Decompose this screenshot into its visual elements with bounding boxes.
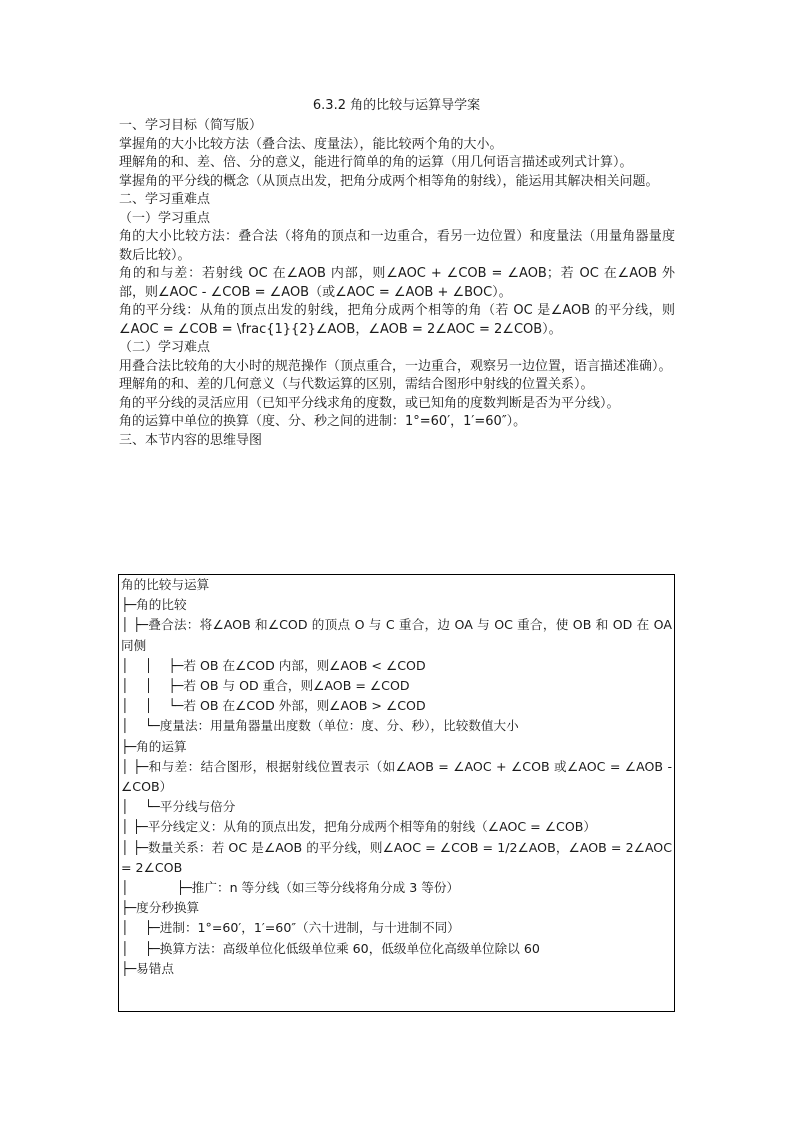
paragraph: （二）学习难点 [119,340,211,355]
paragraph: 掌握角的大小比较方法（叠合法、度量法），能比较两个角的大小。 [119,136,503,152]
mind-map-node: │ ├─推广：n 等分线（如三等分线将角分成 3 等份） [121,880,460,896]
paragraph: 理解角的和、差、倍、分的意义，能进行简单的角的运算（用几何语言描述或列式计算）。 [119,155,633,170]
paragraph: 角的大小比较方法：叠合法（将角的顶点和一边重合，看另一边位置）和度量法（用量角器量度数后比较）。 [119,229,675,263]
mind-map-node: │ └─度量法：用量角器量出度数（单位：度、分、秒），比较数值大小 [121,718,519,734]
paragraph: 二、学习重难点 [119,192,211,207]
document-body [119,117,675,450]
mind-map-node: │ ├─叠合法：将∠AOB 和∠COD 的顶点 O 与 C 重合，边 OA 与 OC 重合，使 OB 和 OD 在 OA 同侧 [121,617,672,653]
mind-map-node: │ ├─进制：1°=60′，1′=60″（六十进制，与十进制不同） [121,920,460,936]
paragraph: 角的和与差：若射线 OC 在∠AOB 内部，则∠AOC + ∠COB = ∠AOB；若 OC 在∠AOB 外部，则∠AOC - ∠COB = ∠AOB（或∠AOC = ∠AOB + ∠BOC）。 [119,266,675,300]
paragraph: 角的平分线：从角的顶点出发的射线，把角分成两个相等的角（若 OC 是∠AOB 的平分线，则∠AOC = ∠COB = \frac{1}{2}∠AOB，∠AOB = 2∠AOC = 2∠COB）。 [119,303,675,337]
paragraph: 三、本节内容的思维导图 [119,432,263,448]
mind-map-node: │ ├─换算方法：高级单位化低级单位乘 60，低级单位化高级单位除以 60 [121,940,540,956]
mind-map-node: 角的比较与运算 [121,577,210,592]
paragraph: 掌握角的平分线的概念（从顶点出发，把角分成两个相等角的射线），能运用其解决相关问题。 [119,173,659,189]
paragraph: 用叠合法比较角的大小时的规范操作（顶点重合，一边重合，观察另一边位置，语言描述准确）。 [119,358,672,374]
mind-map-node: ├─角的运算 [121,738,187,754]
mind-map-node: │ │ ├─若 OB 在∠COD 内部，则∠AOB < ∠COD [121,657,426,673]
paragraph: （一）学习重点 [119,210,211,226]
mind-map-node: ├─易错点 [121,960,174,976]
mind-map-box [118,574,675,1012]
mind-map-node: │ │ └─若 OB 在∠COD 外部，则∠AOB > ∠COD [121,698,426,714]
mind-map-node: ├─角的比较 [121,597,187,613]
mind-map-node: │ │ ├─若 OB 与 OD 重合，则∠AOB = ∠COD [121,678,410,694]
mind-map-node: │ └─平分线与倍分 [121,799,236,815]
mind-map-node: ├─度分秒换算 [121,900,200,916]
document-title: 6.3.2 角的比较与运算导学案 [312,98,481,113]
paragraph: 一、学习目标（简写版） [119,118,263,133]
paragraph: 理解角的和、差的几何意义（与代数运算的区别，需结合图形中射线的位置关系）。 [119,377,594,392]
paragraph: 角的平分线的灵活应用（已知平分线求角的度数，或已知角的度数判断是否为平分线）。 [119,395,620,411]
mind-map-node: │ ├─和与差：结合图形，根据射线位置表示（如∠AOB = ∠AOC + ∠COB 或∠AOC = ∠AOB - ∠COB） [121,758,672,795]
mind-map-node: │ ├─数量关系：若 OC 是∠AOB 的平分线，则∠AOC = ∠COB = 1/2∠AOB，∠AOB = 2∠AOC = 2∠COB [121,839,672,875]
paragraph: 角的运算中单位的换算（度、分、秒之间的进制：1°=60′，1′=60″）。 [119,414,527,429]
mind-map-node: │ ├─平分线定义：从角的顶点出发，把角分成两个相等角的射线（∠AOC = ∠COB） [121,819,596,835]
